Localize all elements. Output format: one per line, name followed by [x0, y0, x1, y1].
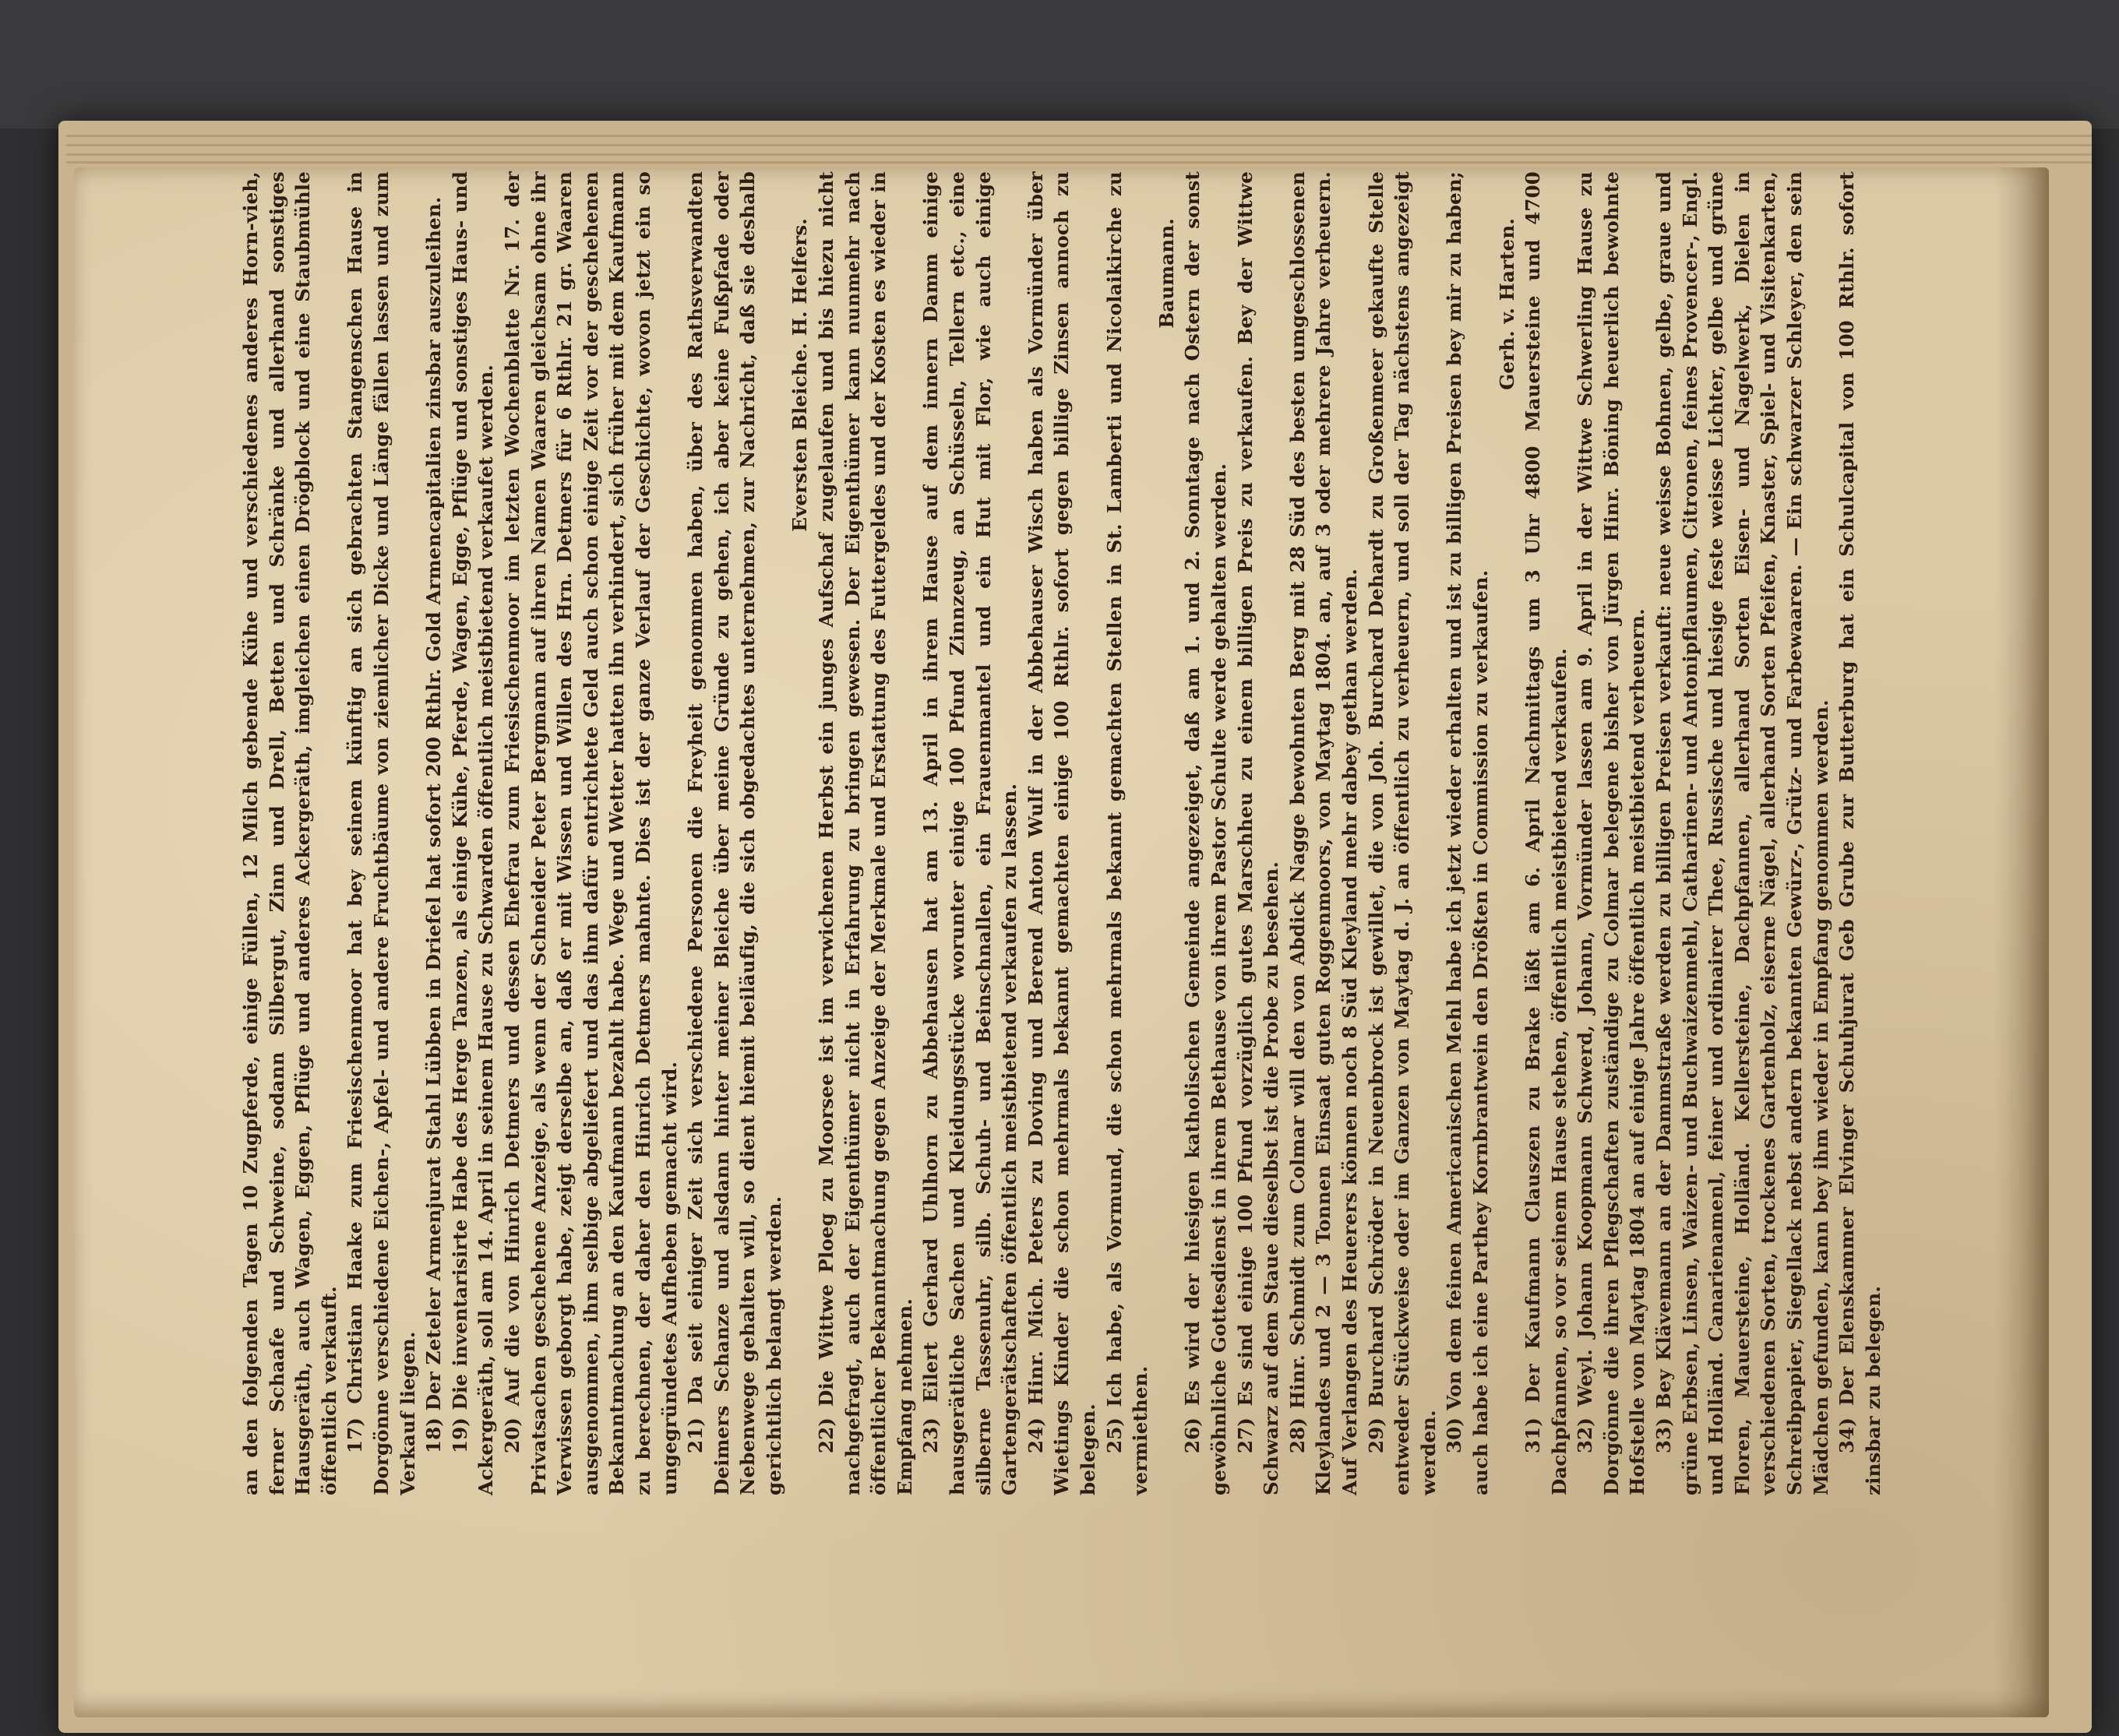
notice-paragraph: 21) Da seit einiger Zeit sich verschiedene Personen die Freyheit genommen haben, über des Rathsverwandten Deimers Schanze und alsdann hinter meiner Bleiche über meine Gründe zu gehen, ich aber keine Fußpfade oder Nebenwege gehalten will, so dient hiemit beiläufig, die sich obgedachtes unternehmen, zur Nachricht, daß sie deshalb gerichtlich belangt werden. — [684, 171, 785, 1495]
page-edge — [66, 144, 2092, 146]
notice-paragraph: 24) Hinr. Mich. Peters zu Doving und Berend Anton Wulf in der Abbehauser Wisch haben als Vormünder über Wietings Kinder die schon mehrmals bekannt gemachten einige 100 Rthlr. sofort gegen billige Zinsen annoch zu belegen. — [1024, 171, 1099, 1495]
notice-paragraph: 23) Eilert Gerhard Uhlhorn zu Abbehausen hat am 13. April in ihrem Hause auf dem innern Damm einige hausgerätliche Sachen und Kleidungsstücke worunter einige 100 Pfund Zinnzeug, an Schüsseln, Tellern etc., eine silberne Tassenuhr, silb. Schuh- und Beinschnallen, ein Frauenmantel und ein Hut mit Flor, wie auch einige Gartengerätschaften öffentlich meistbietend verkaufen zu lassen. — [919, 171, 1021, 1495]
notice-paragraph: 25) Ich habe, als Vormund, die schon mehrmals bekannt gemachten Stellen in St. Lamberti und Nicolaikirche zu vermiethen. — [1102, 171, 1152, 1495]
backdrop — [0, 0, 2119, 129]
notice-paragraph: 18) Der Zeteler Armenjurat Stahl Lübben in Driefel hat sofort 200 Rthlr. Gold Armencapitalien zinsbar auszuleihen. — [422, 196, 446, 1454]
page-edge — [66, 135, 2092, 137]
document-page — [74, 167, 2049, 1717]
page-gutter-shadow — [1994, 167, 2049, 1717]
notice-paragraph: 31) Der Kaufmann Clauszen zu Brake läßt am 6. April Nachmittags um 3 Uhr 4800 Mauersteine und 4700 Dachpfannen, so vor seinem Hause stehen, öffentlich meistbietend verkaufen. — [1521, 171, 1571, 1495]
notice-paragraph: 19) Die inventarisirte Habe des Herge Tanzen, als einige Kühe, Pferde, Wagen, Egge, Pflüge und sonstiges Haus- und Ackergeräth, soll am 14. April in seinem Hause zu Schwarden öffentlich meistbietend verkaufet werden. — [448, 171, 498, 1495]
signature-line: Gerh. v. Harten. — [1495, 218, 1518, 390]
notice-paragraph: 20) Auf die von Hinrich Detmers und dessen Ehefrau zum Friesischenmoor im letzten Wochenblatte Nr. 17. der Privatsachen geschehene Anzeige, als wenn der Schneider Peter Bergmann auf ihren Namen Waaren gleichsam ohne ihr Verwissen geborgt habe, zeigt derselbe an, daß er mit Wissen und Willen des Hrn. Detmers für 6 Rthlr. 21 gr. Waaren ausgenommen, ihm selbige abgeliefert und das ihm dafür entrichtete Geld auch schon einige Zeit vor der geschehenen Bekanntmachung an den Kaufmann bezahlt habe. Wege und Wetter hatten ihn verhindert, sich früher mit dem Kaufmann zu berechnen, der daher den Hinrich Detmers mahnte. Dies ist der ganze Verlauf der Geschichte, wovon jetzt ein so ungegründetes Aufheben gemacht wird. — [500, 171, 681, 1495]
page-edge — [66, 153, 2092, 156]
notice-paragraph: 26) Es wird der hiesigen katholischen Gemeinde angezeiget, daß am 1. und 2. Sonntage nach Ostern der sonst gewöhnliche Gottesdienst in ihrem Bethause von ihrem Pastor Schulte werde gehalten werden. — [1181, 171, 1230, 1495]
notice-paragraph: 22) Die Wittwe Ploeg zu Moorsee ist im verwichenen Herbst ein junges Aufschaf zugelaufen und bis hiezu nicht nachgefragt, auch der Eigenthümer nicht in Erfahrung zu bringen gewesen. Der Eigenthümer kann nunmehr nach öffentlicher Bekanntmachung gegen Anzeige der Merkmale und Erstattung des Futtergeldes und der Kosten es wieder in Empfang nehmen. — [815, 171, 916, 1495]
notice-paragraph: 29) Burchard Schröder in Neuenbrock ist gewillet, die von Joh. Burchard Dehardt zu Großenmeer gekaufte Stelle entweder Stückweise oder im Ganzen von Maytag d. J. an öffentlich zu verheuern, und soll der Tag nächstens angezeigt werden. — [1364, 171, 1440, 1495]
notice-paragraph: an den folgenden Tagen 10 Zugpferde, einige Füllen, 12 Milch gebende Kühe und verschiedenes anderes Horn-vieh, ferner Schaafe und Schweine, sodann Silbergut, Zinn und Drell, Betten und Schränke und allerhand sonstiges Hausgeräth, auch Wagen, Eggen, Pflüge und anderes Ackergeräth, imgleichen einen Drögblock und eine Staubmühle öffentlich verkauft. — [239, 171, 340, 1495]
notice-paragraph: 27) Es sind einige 100 Pfund vorzüglich gutes Marschheu zu einem billigen Preis zu verkaufen. Bey der Wittwe Schwarz auf dem Staue dieselbst ist die Probe zu besehen. — [1233, 171, 1283, 1495]
notice-paragraph: 30) Von dem feinen Americanischen Mehl habe ich jetzt wieder erhalten und ist zu billigen Preisen bey mir zu haben; auch habe ich eine Parthey Kornbrantwein den Drößten in Commission zu verkaufen. — [1443, 171, 1492, 1495]
notice-paragraph: 34) Der Elenskammer Elvinger Schuhjurat Geb Grube zur Butterburg hat ein Schulcapital von 100 Rthlr. sofort zinsbar zu belegen. — [1835, 171, 1885, 1495]
notice-paragraph: 17) Christian Haake zum Friesischenmoor hat bey seinem künftig an sich gebrachten Stangenschen Hause in Dorgönne verschiedene Eichen-, Apfel- und andere Fruchtbäume von ziemlicher Dicke und Länge fällen lassen und zum Verkauf liegen. — [344, 171, 419, 1495]
signature-line: Baumann. — [1155, 218, 1178, 329]
notice-paragraph: 33) Bey Klävemann an der Dammstraße werden zu billigen Preisen verkauft: neue weisse Bohnen, gelbe, graue und grüne Erbsen, Linsen, Waizen- und Buchwaizenmehl, Catharinen- und Antonipflaumen, Citronen, feines Provencer-, Engl. und Holländ. Canarienamenl, feiner und ordinairer Thee, Russische und hiesige feste weisse Lichter, gelbe und grüne Floren, Mauersteine, Holländ. Kellersteine, Dachpfannen, allerhand Sorten Eisen- und Nagelwerk, Dielen in verschiedenen Sorten, trockenes Gartenholz, eiserne Nägel, allerhand Sorten Pfeifen, Knaster, Spiel- und Visitenkarten, Schreibpapier, Siegellack nebst andern bekannten Gewürz-, Grütz- und Farbewaaren. — Ein schwarzer Schleyer, den sein Mädchen gefunden, kann bey ihm wieder in Empfang genommen werden. — [1652, 171, 1832, 1495]
notice-paragraph: 32) Weyl. Johann Koopmann Schwerd, Johann, Vormünder lassen am 9. April in der Wittwe Schwerling Hause zu Dorgönne die ihren Pflegschaften zuständige zu Colmar belegene bisher von Jürgen Hinr. Böning heuerlich bewohnte Hofstelle von Maytag 1804 an auf einige Jahre öffentlich meistbietend verheuern. — [1574, 171, 1649, 1495]
page-edge — [66, 161, 2092, 164]
notice-paragraph: 28) Hinr. Schmidt zum Colmar will den von Abdick Nagge bewohnten Berg mit 28 Süd des besten umgeschlossenen Kleylandes und 2 — 3 Tonnen Einsaat guten Roggenmoors, von Maytag 1804. an, auf 3 oder mehrere Jahre verheuern. Auf Verlangen des Heuerers können noch 8 Süd Kleyland mehr dabey gethan werden. — [1285, 171, 1361, 1495]
rotated-text-column — [238, 171, 1885, 1495]
signature-line: Eversten Bleiche. H. Helfers. — [788, 218, 812, 532]
